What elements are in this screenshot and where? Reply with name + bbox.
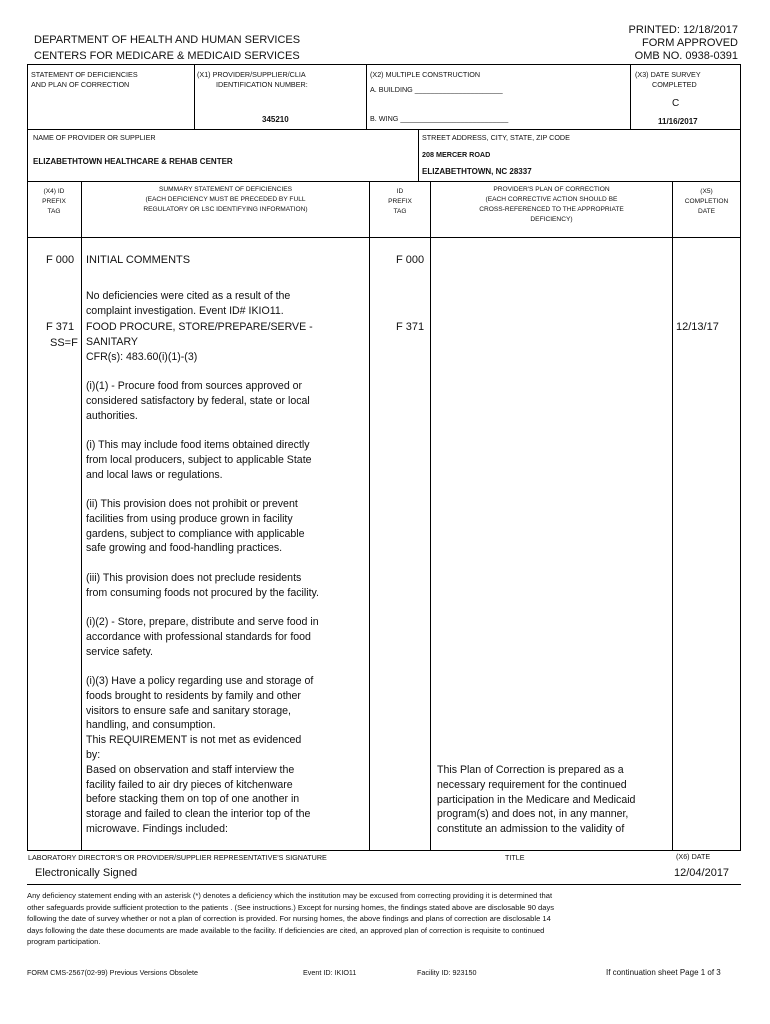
city-state-zip: ELIZABETHTOWN, NC 28337 — [422, 167, 532, 176]
tag-f371: F 371 — [46, 321, 75, 333]
address-label: STREET ADDRESS, CITY, STATE, ZIP CODE — [422, 133, 570, 142]
statement-label-1: STATEMENT OF DEFICIENCIES — [31, 70, 138, 79]
tag-f371-right: F 371 — [396, 321, 425, 333]
page-indicator: If continuation sheet Page 1 of 3 — [606, 968, 721, 977]
plan-of-correction-text: This Plan of Correction is prepared as a necessary requirement for the continued participation in the Medicare and Medicaid program(s) and does not, in any manner, constitute an admission to the validity of — [437, 764, 636, 836]
survey-letter: C — [672, 98, 680, 109]
centers-title: CENTERS FOR MEDICARE & MEDICAID SERVICES — [34, 50, 300, 62]
street-address: 208 MERCER ROAD — [422, 150, 491, 159]
building-field: A. BUILDING ______________________ — [370, 85, 503, 94]
provider-name-label: NAME OF PROVIDER OR SUPPLIER — [33, 133, 156, 142]
statement-label-2: AND PLAN OF CORRECTION — [31, 80, 130, 89]
omb-number: OMB NO. 0938-0391 — [634, 50, 738, 62]
initial-comments-title: INITIAL COMMENTS — [86, 254, 191, 266]
provider-id-number: 345210 — [262, 115, 289, 124]
survey-date: 11/16/2017 — [658, 117, 698, 126]
signature-date: 12/04/2017 — [674, 867, 730, 879]
department-title: DEPARTMENT OF HEALTH AND HUMAN SERVICES — [34, 34, 301, 46]
x1-label-2: IDENTIFICATION NUMBER: — [216, 80, 308, 89]
form-number: FORM CMS-2567(02-99) Previous Versions Obsolete — [27, 968, 198, 977]
signature-value: Electronically Signed — [35, 867, 138, 879]
x1-label-1: (X1) PROVIDER/SUPPLIER/CLIA — [197, 70, 306, 79]
f371-title: FOOD PROCURE, STORE/PREPARE/SERVE - SANITARY CFR(s): 483.60(i)(1)-(3) — [86, 321, 313, 363]
x3-label-2: COMPLETED — [652, 80, 697, 89]
tag-f000-right: F 000 — [396, 254, 425, 266]
x3-label-1: (X3) DATE SURVEY — [635, 70, 701, 79]
regulation-i1: (i)(1) - Procure food from sources approved or considered satisfactory by federal, state or local authorities. — [86, 380, 310, 422]
x4-header: (X4) ID PREFIX TAG — [42, 188, 66, 215]
tag-f000: F 000 — [46, 254, 75, 266]
regulation-i2: (i)(2) - Store, prepare, distribute and serve food in accordance with professional standards for food service safety. — [86, 616, 319, 658]
regulation-iii: (iii) This provision does not preclude residents from consuming foods not procured by the facility. — [86, 572, 319, 599]
x2-label: (X2) MULTIPLE CONSTRUCTION — [370, 70, 481, 79]
summary-header: SUMMARY STATEMENT OF DEFICIENCIES (EACH DEFICIENCY MUST BE PRECEDED BY FULL REGULATORY OR LSC IDENTIFYING INFORMATION) — [143, 186, 308, 213]
no-deficiencies-text: No deficiencies were cited as a result of the complaint investigation. Event ID# IKIO11. — [86, 290, 291, 317]
wing-field: B. WING ___________________________ — [370, 114, 509, 123]
completion-date: 12/13/17 — [676, 321, 719, 333]
plan-header: PROVIDER'S PLAN OF CORRECTION (EACH CORRECTIVE ACTION SHOULD BE CROSS-REFERENCED TO THE APPROPRIATE DEFICIENCY) — [479, 186, 624, 223]
x5-header: (X5) COMPLETION DATE — [684, 188, 729, 215]
title-label: TITLE — [505, 853, 525, 862]
signature-label: LABORATORY DIRECTOR'S OR PROVIDER/SUPPLIER REPRESENTATIVE'S SIGNATURE — [28, 853, 327, 862]
regulation-ii: (ii) This provision does not prohibit or prevent facilities from using produce grown in facility gardens, subject to compliance with applicable safe growing and food-handling practices. — [86, 498, 305, 555]
provider-name: ELIZABETHTOWN HEALTHCARE & REHAB CENTER — [33, 157, 233, 166]
form-approved: FORM APPROVED — [642, 37, 738, 49]
scope-severity: SS=F — [50, 337, 78, 349]
disclaimer-text: Any deficiency statement ending with an asterisk (*) denotes a deficiency which the institution may be excused from correcting providing it is determined that other safeguards provide sufficient protection to the patients . (See instructions.) Except for nursing homes, the findings stated above are disclosable 90 days following the date of survey whether or not a plan of correction is provided. For nursing homes, the above findings and plans of correction are disclosable 14 days following the date these documents are made available to the facility. If deficiencies are cited, an approved plan of correction is requisite to continued program participation. — [27, 891, 555, 946]
x6-date-label: (X6) DATE — [676, 852, 711, 861]
printed-date: PRINTED: 12/18/2017 — [628, 24, 738, 36]
facility-id: Facility ID: 923150 — [417, 968, 477, 977]
regulation-i3-findings: (i)(3) Have a policy regarding use and storage of foods brought to residents by family and other visitors to ensure safe and sanitary storage, handling, and consumption. This REQUIREMENT is not met as evidenced by: Based on observation and staff interview the facility failed to air dry pieces of kitchenware before stacking them on top of one another in storage and failed to clean the interior top of the microwave. Findings included: — [86, 675, 314, 835]
event-id: Event ID: IKIO11 — [303, 968, 357, 977]
id-header: ID PREFIX TAG — [388, 188, 412, 215]
regulation-i: (i) This may include food items obtained directly from local producers, subject to applicable State and local laws or regulations. — [86, 439, 312, 481]
